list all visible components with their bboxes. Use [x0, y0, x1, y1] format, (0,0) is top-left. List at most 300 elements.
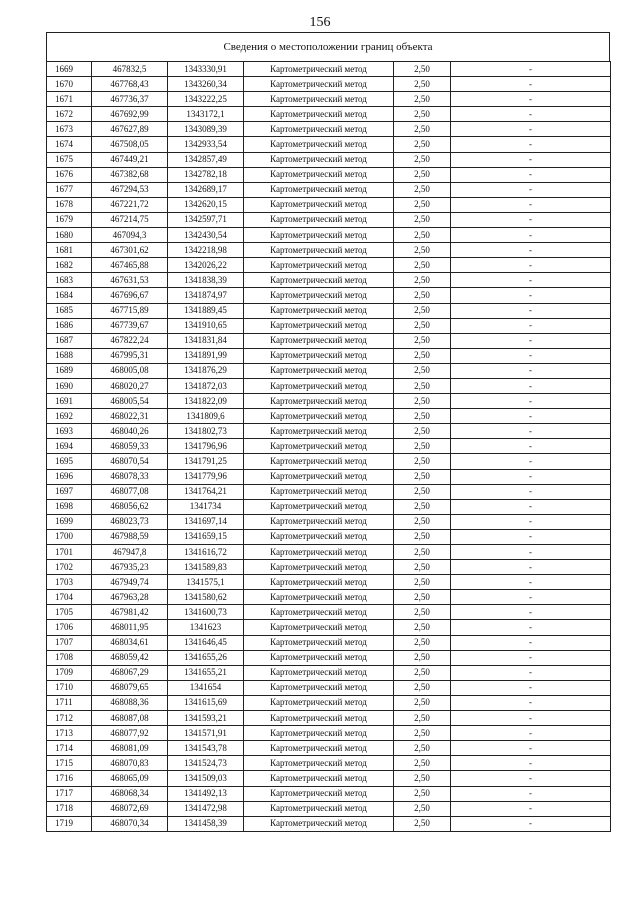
x-coordinate-cell: 467981,42	[92, 605, 168, 620]
accuracy-cell: 2,50	[394, 590, 451, 605]
table-row	[47, 665, 611, 680]
x-coordinate-cell: 467988,59	[92, 529, 168, 544]
x-coordinate-cell: 468078,33	[92, 469, 168, 484]
x-coordinate-cell: 467995,31	[92, 348, 168, 363]
point-number-cell: 1682	[47, 258, 92, 273]
method-cell: Картометрический метод	[244, 545, 394, 560]
method-cell: Картометрический метод	[244, 363, 394, 378]
x-coordinate-cell: 468068,34	[92, 786, 168, 801]
description-cell: -	[451, 152, 611, 167]
accuracy-cell: 2,50	[394, 424, 451, 439]
x-coordinate-cell: 467696,67	[92, 288, 168, 303]
accuracy-cell: 2,50	[394, 92, 451, 107]
accuracy-cell: 2,50	[394, 816, 451, 831]
table-row	[47, 137, 611, 152]
point-number-cell: 1708	[47, 650, 92, 665]
accuracy-cell: 2,50	[394, 575, 451, 590]
x-coordinate-cell: 467949,74	[92, 575, 168, 590]
y-coordinate-cell: 1341872,03	[168, 378, 244, 393]
y-coordinate-cell: 1342689,17	[168, 182, 244, 197]
x-coordinate-cell: 468011,95	[92, 620, 168, 635]
y-coordinate-cell: 1343222,25	[168, 92, 244, 107]
description-cell: -	[451, 424, 611, 439]
y-coordinate-cell: 1341791,25	[168, 454, 244, 469]
x-coordinate-cell: 468088,36	[92, 695, 168, 710]
method-cell: Картометрический метод	[244, 816, 394, 831]
table-header-title: Сведения о местоположении границ объекта	[46, 32, 610, 61]
table-row	[47, 92, 611, 107]
table-row	[47, 273, 611, 288]
table-row	[47, 545, 611, 560]
point-number-cell: 1680	[47, 228, 92, 243]
description-cell: -	[451, 575, 611, 590]
accuracy-cell: 2,50	[394, 665, 451, 680]
point-number-cell: 1689	[47, 363, 92, 378]
description-cell: -	[451, 650, 611, 665]
table-row	[47, 318, 611, 333]
y-coordinate-cell: 1341889,45	[168, 303, 244, 318]
x-coordinate-cell: 468077,08	[92, 484, 168, 499]
table-row	[47, 394, 611, 409]
table-row	[47, 680, 611, 695]
table-row	[47, 499, 611, 514]
x-coordinate-cell: 467963,28	[92, 590, 168, 605]
description-cell: -	[451, 816, 611, 831]
accuracy-cell: 2,50	[394, 545, 451, 560]
y-coordinate-cell: 1341580,62	[168, 590, 244, 605]
method-cell: Картометрический метод	[244, 575, 394, 590]
y-coordinate-cell: 1341809,6	[168, 409, 244, 424]
y-coordinate-cell: 1341623	[168, 620, 244, 635]
accuracy-cell: 2,50	[394, 318, 451, 333]
accuracy-cell: 2,50	[394, 258, 451, 273]
x-coordinate-cell: 468067,29	[92, 665, 168, 680]
x-coordinate-cell: 467382,68	[92, 167, 168, 182]
point-number-cell: 1700	[47, 529, 92, 544]
accuracy-cell: 2,50	[394, 409, 451, 424]
table-row	[47, 152, 611, 167]
method-cell: Картометрический метод	[244, 756, 394, 771]
accuracy-cell: 2,50	[394, 394, 451, 409]
y-coordinate-cell: 1342597,71	[168, 212, 244, 227]
method-cell: Картометрический метод	[244, 212, 394, 227]
table-row	[47, 529, 611, 544]
accuracy-cell: 2,50	[394, 469, 451, 484]
description-cell: -	[451, 620, 611, 635]
accuracy-cell: 2,50	[394, 77, 451, 92]
accuracy-cell: 2,50	[394, 62, 451, 77]
y-coordinate-cell: 1341616,72	[168, 545, 244, 560]
table-row	[47, 726, 611, 741]
y-coordinate-cell: 1341874,97	[168, 288, 244, 303]
point-number-cell: 1707	[47, 635, 92, 650]
y-coordinate-cell: 1342933,54	[168, 137, 244, 152]
method-cell: Картометрический метод	[244, 77, 394, 92]
description-cell: -	[451, 363, 611, 378]
x-coordinate-cell: 468056,62	[92, 499, 168, 514]
table-row	[47, 560, 611, 575]
x-coordinate-cell: 467214,75	[92, 212, 168, 227]
table-row	[47, 167, 611, 182]
accuracy-cell: 2,50	[394, 680, 451, 695]
method-cell: Картометрический метод	[244, 152, 394, 167]
accuracy-cell: 2,50	[394, 167, 451, 182]
accuracy-cell: 2,50	[394, 499, 451, 514]
point-number-cell: 1686	[47, 318, 92, 333]
description-cell: -	[451, 62, 611, 77]
x-coordinate-cell: 468059,33	[92, 439, 168, 454]
description-cell: -	[451, 680, 611, 695]
description-cell: -	[451, 212, 611, 227]
method-cell: Картометрический метод	[244, 741, 394, 756]
table-row	[47, 771, 611, 786]
method-cell: Картометрический метод	[244, 680, 394, 695]
accuracy-cell: 2,50	[394, 243, 451, 258]
y-coordinate-cell: 1341655,26	[168, 650, 244, 665]
point-number-cell: 1683	[47, 273, 92, 288]
y-coordinate-cell: 1341802,73	[168, 424, 244, 439]
x-coordinate-cell: 467094,3	[92, 228, 168, 243]
table-row	[47, 605, 611, 620]
accuracy-cell: 2,50	[394, 650, 451, 665]
point-number-cell: 1702	[47, 560, 92, 575]
description-cell: -	[451, 605, 611, 620]
point-number-cell: 1694	[47, 439, 92, 454]
description-cell: -	[451, 107, 611, 122]
table-row	[47, 741, 611, 756]
table-row	[47, 620, 611, 635]
point-number-cell: 1690	[47, 378, 92, 393]
description-cell: -	[451, 409, 611, 424]
x-coordinate-cell: 467739,67	[92, 318, 168, 333]
method-cell: Картометрический метод	[244, 62, 394, 77]
description-cell: -	[451, 741, 611, 756]
point-number-cell: 1716	[47, 771, 92, 786]
description-cell: -	[451, 590, 611, 605]
y-coordinate-cell: 1341615,69	[168, 695, 244, 710]
accuracy-cell: 2,50	[394, 182, 451, 197]
point-number-cell: 1692	[47, 409, 92, 424]
point-number-cell: 1706	[47, 620, 92, 635]
table-row	[47, 756, 611, 771]
x-coordinate-cell: 468081,09	[92, 741, 168, 756]
table-row	[47, 575, 611, 590]
description-cell: -	[451, 333, 611, 348]
table-row	[47, 348, 611, 363]
description-cell: -	[451, 665, 611, 680]
x-coordinate-cell: 468077,92	[92, 726, 168, 741]
y-coordinate-cell: 1342026,22	[168, 258, 244, 273]
x-coordinate-cell: 467768,43	[92, 77, 168, 92]
x-coordinate-cell: 468034,61	[92, 635, 168, 650]
point-number-cell: 1693	[47, 424, 92, 439]
description-cell: -	[451, 273, 611, 288]
method-cell: Картометрический метод	[244, 529, 394, 544]
method-cell: Картометрический метод	[244, 167, 394, 182]
description-cell: -	[451, 484, 611, 499]
description-cell: -	[451, 801, 611, 816]
x-coordinate-cell: 467631,53	[92, 273, 168, 288]
y-coordinate-cell: 1341876,29	[168, 363, 244, 378]
point-number-cell: 1703	[47, 575, 92, 590]
method-cell: Картометрический метод	[244, 771, 394, 786]
table-row	[47, 514, 611, 529]
table-row	[47, 212, 611, 227]
accuracy-cell: 2,50	[394, 273, 451, 288]
description-cell: -	[451, 529, 611, 544]
y-coordinate-cell: 1341831,84	[168, 333, 244, 348]
point-number-cell: 1671	[47, 92, 92, 107]
point-number-cell: 1674	[47, 137, 92, 152]
table-row	[47, 439, 611, 454]
method-cell: Картометрический метод	[244, 499, 394, 514]
description-cell: -	[451, 122, 611, 137]
accuracy-cell: 2,50	[394, 454, 451, 469]
description-cell: -	[451, 137, 611, 152]
point-number-cell: 1688	[47, 348, 92, 363]
y-coordinate-cell: 1341659,15	[168, 529, 244, 544]
y-coordinate-cell: 1341764,21	[168, 484, 244, 499]
x-coordinate-cell: 467449,21	[92, 152, 168, 167]
method-cell: Картометрический метод	[244, 228, 394, 243]
y-coordinate-cell: 1341838,39	[168, 273, 244, 288]
y-coordinate-cell: 1342620,15	[168, 197, 244, 212]
y-coordinate-cell: 1341796,96	[168, 439, 244, 454]
accuracy-cell: 2,50	[394, 107, 451, 122]
description-cell: -	[451, 695, 611, 710]
table-row	[47, 378, 611, 393]
method-cell: Картометрический метод	[244, 605, 394, 620]
method-cell: Картометрический метод	[244, 635, 394, 650]
table-row	[47, 469, 611, 484]
description-cell: -	[451, 258, 611, 273]
description-cell: -	[451, 560, 611, 575]
description-cell: -	[451, 197, 611, 212]
description-cell: -	[451, 635, 611, 650]
y-coordinate-cell: 1341472,98	[168, 801, 244, 816]
point-number-cell: 1717	[47, 786, 92, 801]
x-coordinate-cell: 468059,42	[92, 650, 168, 665]
method-cell: Картометрический метод	[244, 786, 394, 801]
y-coordinate-cell: 1343172,1	[168, 107, 244, 122]
accuracy-cell: 2,50	[394, 152, 451, 167]
x-coordinate-cell: 468005,08	[92, 363, 168, 378]
table-row	[47, 409, 611, 424]
y-coordinate-cell: 1341492,13	[168, 786, 244, 801]
x-coordinate-cell: 468023,73	[92, 514, 168, 529]
table-row	[47, 122, 611, 137]
point-number-cell: 1715	[47, 756, 92, 771]
point-number-cell: 1679	[47, 212, 92, 227]
description-cell: -	[451, 378, 611, 393]
method-cell: Картометрический метод	[244, 801, 394, 816]
accuracy-cell: 2,50	[394, 484, 451, 499]
point-number-cell: 1719	[47, 816, 92, 831]
point-number-cell: 1695	[47, 454, 92, 469]
point-number-cell: 1673	[47, 122, 92, 137]
table-body	[47, 62, 611, 832]
y-coordinate-cell: 1341822,09	[168, 394, 244, 409]
x-coordinate-cell: 468020,27	[92, 378, 168, 393]
x-coordinate-cell: 467465,88	[92, 258, 168, 273]
method-cell: Картометрический метод	[244, 348, 394, 363]
x-coordinate-cell: 468072,69	[92, 801, 168, 816]
x-coordinate-cell: 468022,31	[92, 409, 168, 424]
method-cell: Картометрический метод	[244, 137, 394, 152]
y-coordinate-cell: 1341891,99	[168, 348, 244, 363]
description-cell: -	[451, 711, 611, 726]
method-cell: Картометрический метод	[244, 454, 394, 469]
table-row	[47, 77, 611, 92]
point-number-cell: 1701	[47, 545, 92, 560]
point-number-cell: 1705	[47, 605, 92, 620]
point-number-cell: 1698	[47, 499, 92, 514]
table-row	[47, 816, 611, 831]
description-cell: -	[451, 348, 611, 363]
accuracy-cell: 2,50	[394, 197, 451, 212]
table-row	[47, 303, 611, 318]
accuracy-cell: 2,50	[394, 711, 451, 726]
y-coordinate-cell: 1342218,98	[168, 243, 244, 258]
point-number-cell: 1713	[47, 726, 92, 741]
method-cell: Картометрический метод	[244, 484, 394, 499]
x-coordinate-cell: 468040,26	[92, 424, 168, 439]
y-coordinate-cell: 1341600,73	[168, 605, 244, 620]
y-coordinate-cell: 1341575,1	[168, 575, 244, 590]
point-number-cell: 1685	[47, 303, 92, 318]
description-cell: -	[451, 92, 611, 107]
y-coordinate-cell: 1341734	[168, 499, 244, 514]
table-row	[47, 590, 611, 605]
method-cell: Картометрический метод	[244, 711, 394, 726]
method-cell: Картометрический метод	[244, 333, 394, 348]
method-cell: Картометрический метод	[244, 650, 394, 665]
x-coordinate-cell: 468005,54	[92, 394, 168, 409]
method-cell: Картометрический метод	[244, 258, 394, 273]
description-cell: -	[451, 545, 611, 560]
accuracy-cell: 2,50	[394, 378, 451, 393]
description-cell: -	[451, 469, 611, 484]
x-coordinate-cell: 467832,5	[92, 62, 168, 77]
x-coordinate-cell: 467715,89	[92, 303, 168, 318]
y-coordinate-cell: 1341524,73	[168, 756, 244, 771]
y-coordinate-cell: 1341458,39	[168, 816, 244, 831]
y-coordinate-cell: 1341910,65	[168, 318, 244, 333]
x-coordinate-cell: 467627,89	[92, 122, 168, 137]
table-row	[47, 801, 611, 816]
table-row	[47, 454, 611, 469]
table-row	[47, 288, 611, 303]
point-number-cell: 1681	[47, 243, 92, 258]
point-number-cell: 1691	[47, 394, 92, 409]
point-number-cell: 1712	[47, 711, 92, 726]
method-cell: Картометрический метод	[244, 424, 394, 439]
y-coordinate-cell: 1341589,83	[168, 560, 244, 575]
y-coordinate-cell: 1343260,34	[168, 77, 244, 92]
x-coordinate-cell: 467301,62	[92, 243, 168, 258]
point-number-cell: 1672	[47, 107, 92, 122]
method-cell: Картометрический метод	[244, 590, 394, 605]
table-row	[47, 258, 611, 273]
table-row	[47, 182, 611, 197]
y-coordinate-cell: 1341593,21	[168, 711, 244, 726]
description-cell: -	[451, 303, 611, 318]
y-coordinate-cell: 1342782,18	[168, 167, 244, 182]
description-cell: -	[451, 228, 611, 243]
boundary-coordinates-table	[46, 61, 611, 832]
method-cell: Картометрический метод	[244, 303, 394, 318]
description-cell: -	[451, 499, 611, 514]
point-number-cell: 1676	[47, 167, 92, 182]
accuracy-cell: 2,50	[394, 620, 451, 635]
accuracy-cell: 2,50	[394, 801, 451, 816]
table-row	[47, 228, 611, 243]
table-row	[47, 635, 611, 650]
method-cell: Картометрический метод	[244, 726, 394, 741]
point-number-cell: 1677	[47, 182, 92, 197]
table-row	[47, 197, 611, 212]
x-coordinate-cell: 468087,08	[92, 711, 168, 726]
accuracy-cell: 2,50	[394, 137, 451, 152]
point-number-cell: 1675	[47, 152, 92, 167]
x-coordinate-cell: 467221,72	[92, 197, 168, 212]
x-coordinate-cell: 467692,99	[92, 107, 168, 122]
table-row	[47, 695, 611, 710]
table-row	[47, 243, 611, 258]
table-row	[47, 424, 611, 439]
accuracy-cell: 2,50	[394, 212, 451, 227]
point-number-cell: 1678	[47, 197, 92, 212]
accuracy-cell: 2,50	[394, 348, 451, 363]
description-cell: -	[451, 454, 611, 469]
point-number-cell: 1718	[47, 801, 92, 816]
point-number-cell: 1714	[47, 741, 92, 756]
y-coordinate-cell: 1341654	[168, 680, 244, 695]
description-cell: -	[451, 771, 611, 786]
boundary-table-sheet	[46, 32, 610, 832]
description-cell: -	[451, 167, 611, 182]
table-row	[47, 363, 611, 378]
table-row	[47, 786, 611, 801]
method-cell: Картометрический метод	[244, 243, 394, 258]
point-number-cell: 1684	[47, 288, 92, 303]
accuracy-cell: 2,50	[394, 288, 451, 303]
method-cell: Картометрический метод	[244, 469, 394, 484]
y-coordinate-cell: 1343330,91	[168, 62, 244, 77]
y-coordinate-cell: 1341697,14	[168, 514, 244, 529]
accuracy-cell: 2,50	[394, 529, 451, 544]
method-cell: Картометрический метод	[244, 273, 394, 288]
method-cell: Картометрический метод	[244, 695, 394, 710]
method-cell: Картометрический метод	[244, 318, 394, 333]
method-cell: Картометрический метод	[244, 665, 394, 680]
method-cell: Картометрический метод	[244, 439, 394, 454]
description-cell: -	[451, 77, 611, 92]
method-cell: Картометрический метод	[244, 409, 394, 424]
accuracy-cell: 2,50	[394, 228, 451, 243]
accuracy-cell: 2,50	[394, 756, 451, 771]
method-cell: Картометрический метод	[244, 92, 394, 107]
table-row	[47, 484, 611, 499]
x-coordinate-cell: 468065,09	[92, 771, 168, 786]
description-cell: -	[451, 394, 611, 409]
y-coordinate-cell: 1342430,54	[168, 228, 244, 243]
y-coordinate-cell: 1341646,45	[168, 635, 244, 650]
accuracy-cell: 2,50	[394, 363, 451, 378]
x-coordinate-cell: 467508,05	[92, 137, 168, 152]
x-coordinate-cell: 467935,23	[92, 560, 168, 575]
point-number-cell: 1687	[47, 333, 92, 348]
